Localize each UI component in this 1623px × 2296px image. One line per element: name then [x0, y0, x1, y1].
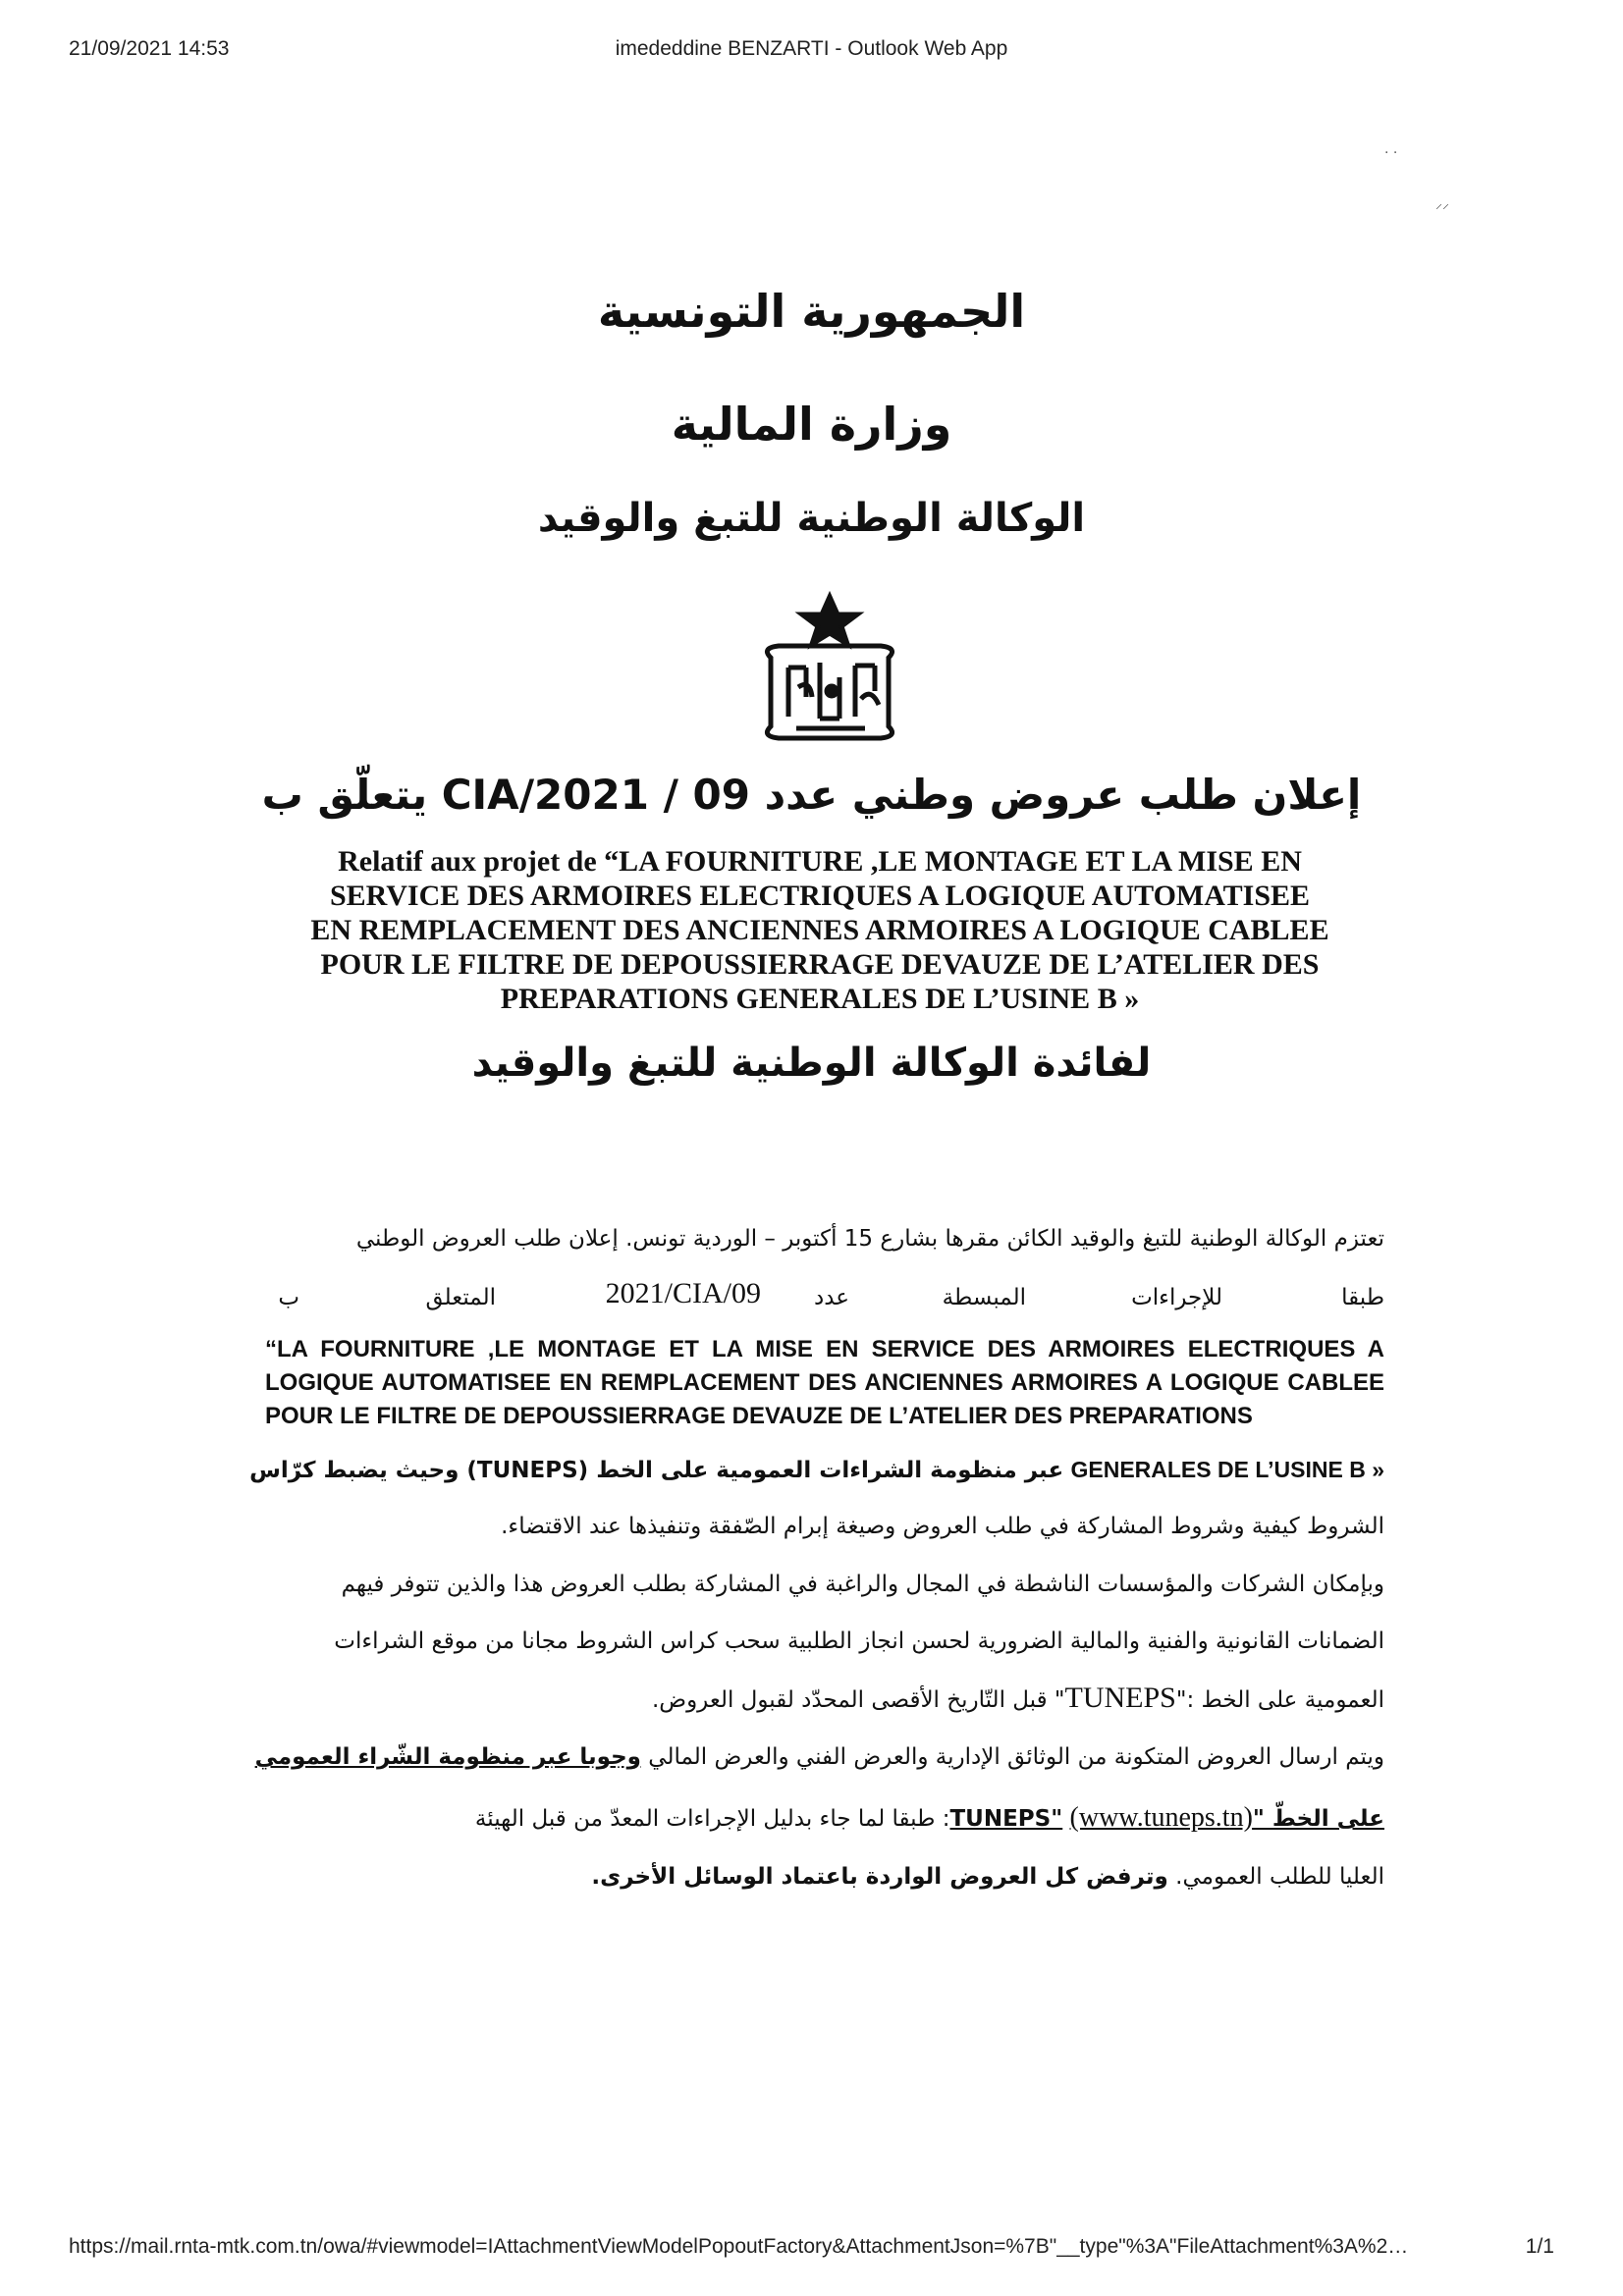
text-span: : طبقا لما جاء بدليل الإجراءات المعدّ من قبل الهيئة [474, 1806, 950, 1832]
word: المبسطة [942, 1285, 1026, 1310]
body-object-fr: “LA FOURNITURE ,LE MONTAGE ET LA MISE EN SERVICE DES ARMOIRES ELECTRIQUES A LOGIQUE AUTOMATISEE EN REMPLACEMENT DES ANCIENNES ARMOIRES A LOGIQUE CABLEE POUR LE FILTRE DE DEPOUSSIERRAGE DEVAUZE DE L’ATELIER DES PREPARATIONS [265, 1336, 1384, 1429]
body-paragraph-line [265, 1801, 1384, 1836]
body-paragraph-line: تعتزم الوكالة الوطنية للتبغ والوقيد الكائن مقرها بشارع 15 أكتوبر – الوردية تونس. إعلان طلب العروض الوطني [355, 1226, 1384, 1252]
body-paragraph-line: الضمانات القانونية والفنية والمالية الضرورية لحسن انجاز الطلبية سحب كراس الشروط مجانا من موقع الشراءات [334, 1629, 1384, 1654]
beneficiary-line: لفائدة الوكالة الوطنية للتبغ والوقيد [471, 1041, 1152, 1086]
word: ب [278, 1285, 299, 1310]
object-line: PREPARATIONS GENERALES DE L’USINE B » [500, 983, 1140, 1015]
body-paragraph-line [265, 1860, 1384, 1894]
print-header [69, 37, 1554, 67]
letterhead-republic: الجمهورية التونسية [597, 285, 1026, 338]
print-datetime: 21/09/2021 14:53 [69, 37, 230, 60]
tuneps-url: (www.tuneps.tn) [1069, 1802, 1253, 1833]
tuneps-online-mention: على الخطّ "TUNEPS" [949, 1806, 1384, 1832]
body-paragraph-line [254, 1740, 1384, 1774]
print-footer [69, 2235, 1554, 2265]
letterhead-agency: الوكالة الوطنية للتبغ والوقيد [537, 496, 1086, 541]
window-title: imededdine BENZARTI - Outlook Web App [615, 37, 1008, 60]
word: للإجراءات [1131, 1285, 1222, 1310]
scan-speck: ⋅ ⋅ [1384, 145, 1398, 161]
letterhead-ministry: وزارة المالية [671, 398, 952, 451]
reference-number: 2021/CIA/09 [605, 1277, 761, 1309]
object-line: EN REMPLACEMENT DES ANCIENNES ARMOIRES A LOGIQUE CABLEE [310, 914, 1329, 946]
text-span: ويتم ارسال العروض المتكونة من الوثائق الإدارية والعرض الفني والعرض المالي [648, 1744, 1384, 1770]
text-span: " قبل التّاريخ الأقصى المحدّد لقبول العروض. [651, 1687, 1065, 1713]
body-paragraph-line: وبإمكان الشركات والمؤسسات الناشطة في المجال والراغبة في المشاركة بطلب العروض هذا والذين تتوفر فيهم [341, 1572, 1384, 1597]
mandatory-mention: وجوبا عبر منظومة الشّراء العمومي [254, 1744, 641, 1770]
body-paragraph-line: الشروط كيفية وشروط المشاركة في طلب العروض وصيغة إبرام الصّفقة وتنفيذها عند الاقتضاء. [501, 1514, 1384, 1539]
page-number: 1/1 [1525, 2235, 1554, 2258]
print-url: https://mail.rnta-mtk.com.tn/owa/#viewmodel=IAttachmentViewModelPopoutFactory&AttachmentJson=%7B"__type"%3A"FileAttachment%3A%2… [69, 2235, 1409, 2258]
object-fr-end: GENERALES DE L’USINE B » [1070, 1457, 1384, 1482]
scan-speck: ⸝⸝ [1435, 196, 1449, 212]
body-paragraph-line [265, 1682, 1384, 1717]
announcement-title: إعلان طلب عروض وطني عدد 09 / 2021/CIA يتعلّق ب [261, 771, 1362, 819]
text-span: العمومية على الخط :" [1175, 1687, 1384, 1713]
word: طبقا [1341, 1285, 1384, 1310]
object-line: Relatif aux projet de “LA FOURNITURE ,LE MONTAGE ET LA MISE EN [338, 845, 1302, 878]
word: المتعلق [425, 1285, 496, 1310]
tuneps-name: TUNEPS [1064, 1682, 1176, 1714]
agency-logo-emblem [741, 589, 918, 756]
tuneps-mention: عبر منظومة الشراءات العمومية على الخط (TUNEPS) وحيث يضبط كرّاس [249, 1458, 1064, 1483]
body-paragraph-line [249, 1453, 1384, 1487]
text-span: العليا للطلب العمومي. [1175, 1864, 1384, 1890]
rejection-mention: وترفض كل العروض الواردة باعتماد الوسائل الأخرى. [591, 1864, 1168, 1890]
object-line: SERVICE DES ARMOIRES ELECTRIQUES A LOGIQUE AUTOMATISEE [329, 880, 1311, 912]
announcement-object-fr [265, 844, 1375, 1016]
word: عدد [813, 1285, 849, 1310]
object-line: POUR LE FILTRE DE DEPOUSSIERRAGE DEVAUZE DE L’ATELIER DES [320, 948, 1320, 981]
